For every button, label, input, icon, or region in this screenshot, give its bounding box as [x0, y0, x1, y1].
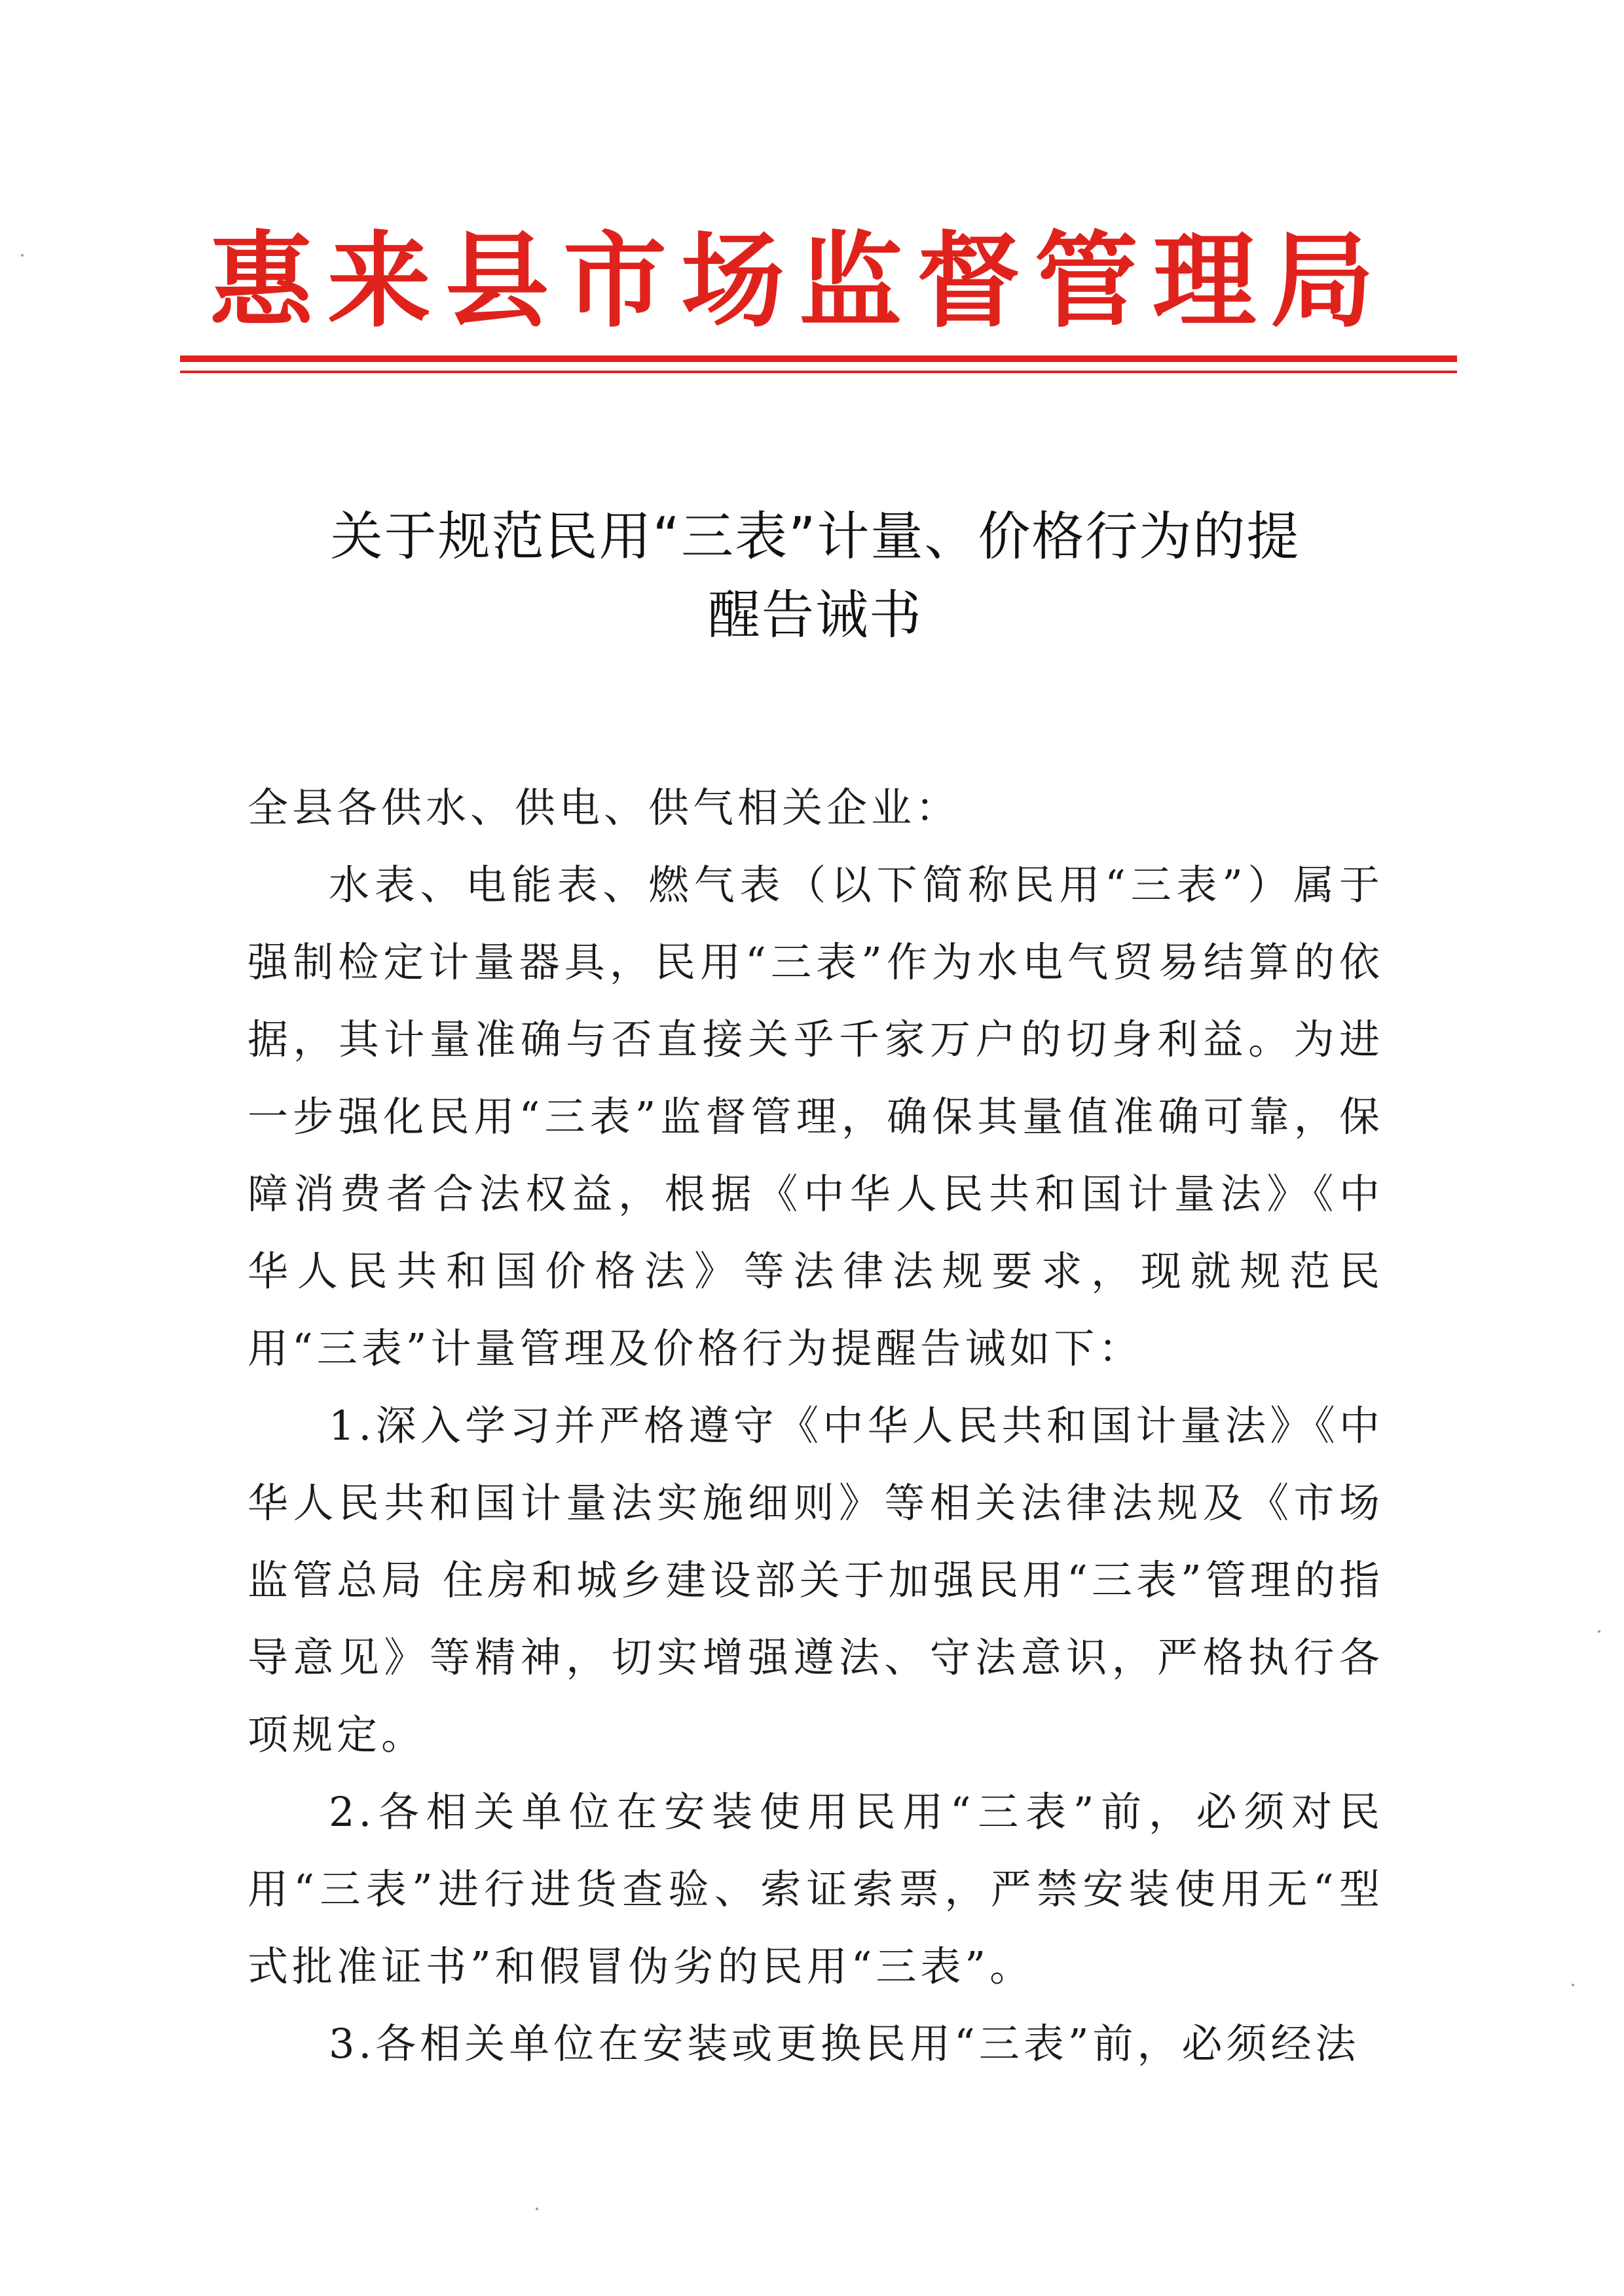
title-line-1: 关于规范民用“三表”计量、价格行为的提	[330, 506, 1301, 567]
red-header-rule-thick	[180, 355, 1457, 362]
scan-speck	[1598, 1630, 1600, 1633]
paragraph-item-3: 3.各相关单位在安装或更换民用“三表”前，必须经法	[329, 2020, 1360, 2068]
paragraph-intro: 水表、电能表、燃气表（以下简称民用“三表”）属于强制检定计量器具，民用“三表”作为水电气贸易结算的依据，其计量准确与否直接关乎千家万户的切身利益。为进一步强化民用“三表”监督管理，确保其量值准确可靠，保障消费者合法权益，根据《中华人民共和国计量法》《中华人民共和国价格法》等法律法规要求，现就规范民用“三表”计量管理及价格行为提醒告诫如下：	[248, 861, 1384, 1372]
scan-speck	[536, 2208, 538, 2210]
document-title	[246, 498, 1385, 655]
agency-masthead: 惠来县市场监督管理局	[210, 221, 1388, 342]
salutation: 全县各供水、供电、供气相关企业：	[248, 784, 961, 831]
document-body	[248, 769, 1384, 2083]
paragraph-item-2: 2.各相关单位在安装使用民用“三表”前，必须对民用“三表”进行进货查验、索证索票，严禁安装使用无“型式批准证书”和假冒伪劣的民用“三表”。	[248, 1788, 1384, 1990]
red-header-rule-thin	[180, 371, 1457, 373]
title-line-2: 醒告诫书	[708, 585, 923, 646]
scan-speck	[1572, 1984, 1574, 1986]
scan-speck	[21, 254, 24, 257]
paragraph-item-1: 1.深入学习并严格遵守《中华人民共和国计量法》《中华人民共和国计量法实施细则》等相关法律法规及《市场监管总局 住房和城乡建设部关于加强民用“三表”管理的指导意见》等精神，切实增强遵法、守法意识，严格执行各项规定。	[248, 1402, 1384, 1758]
